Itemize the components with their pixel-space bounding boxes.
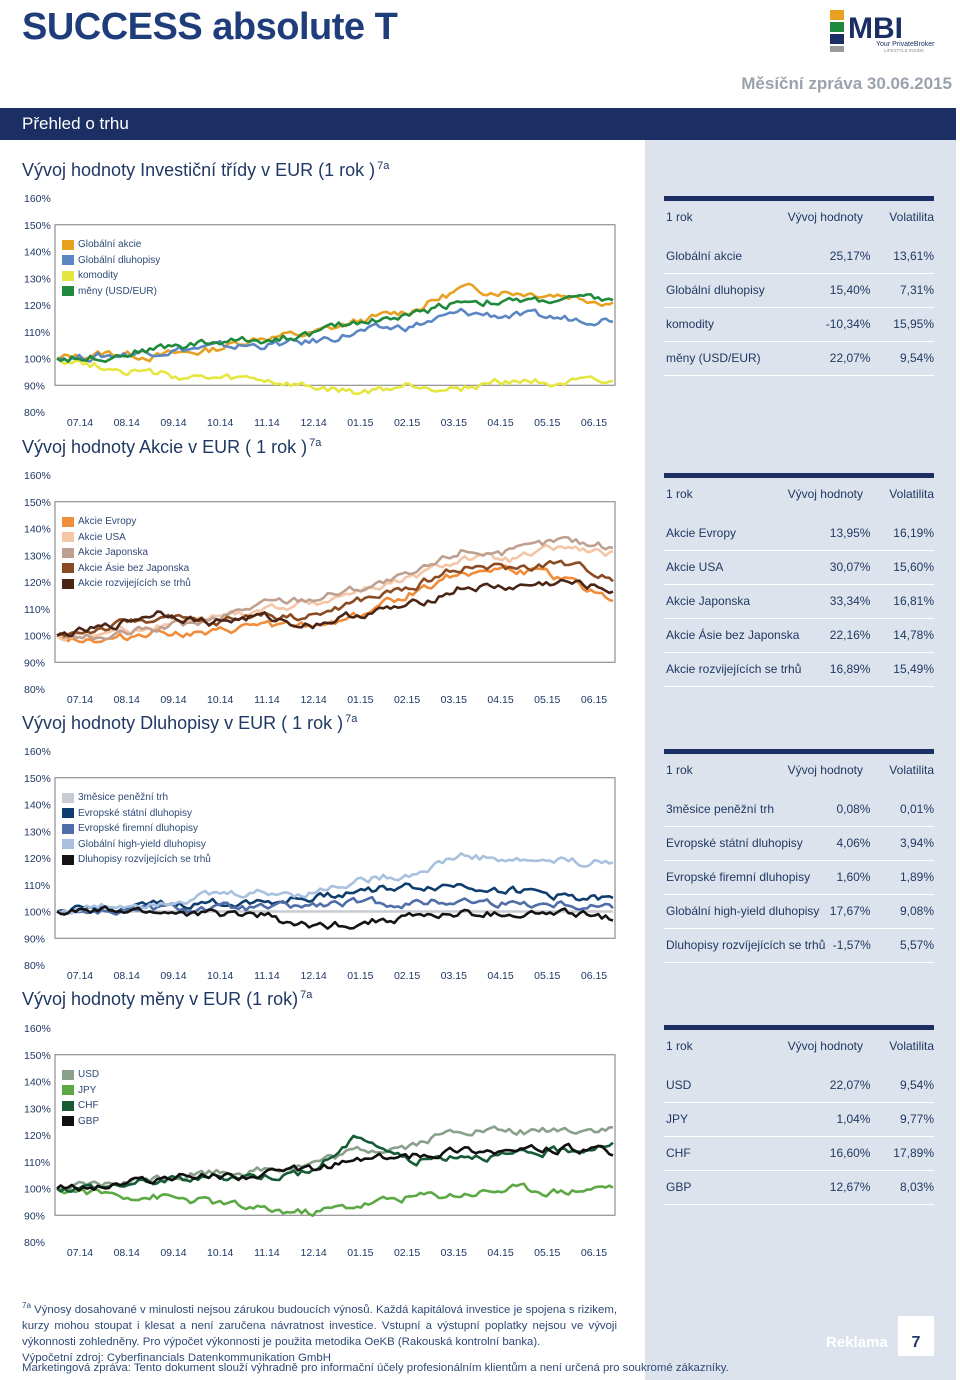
x-tick-label: 12.14 [300,694,327,706]
table-cell: 9,54% [899,351,934,365]
x-tick-label: 07.14 [66,417,94,429]
table-row [664,861,934,895]
y-tick-label: 140% [24,799,51,812]
y-tick-label: 140% [24,246,51,259]
legend-item [62,268,160,284]
banner-label: Přehled o trhu [22,114,129,133]
y-tick-label: 130% [24,273,51,286]
table-header-cell: Vývoj hodnoty [787,487,863,501]
legend-item [62,561,191,577]
table-cell: 17,67% [829,904,871,918]
table-header-cell: Vývoj hodnoty [787,1039,863,1053]
legend-swatch [62,824,74,834]
table-cell: 15,40% [829,283,871,297]
chart-currencies [0,1020,640,1260]
x-tick-label: 09.14 [160,970,187,982]
table-row [664,653,934,687]
mbi-logo-icon [826,8,954,54]
table-cell: USD [666,1078,692,1092]
table-header-cell: Vývoj hodnoty [787,210,863,224]
table-spacer [664,1061,934,1069]
x-tick-label: 03.15 [440,1247,467,1259]
table-header-cell: Volatilita [889,210,934,224]
y-tick-label: 110% [24,603,51,616]
reklama-label: Reklama [826,1334,888,1351]
chart-legend [62,237,160,299]
table-header [664,201,934,232]
legend-item [62,837,211,853]
legend-swatch [62,286,74,296]
table-cell: Evropské státní dluhopisy [666,836,803,850]
table-cell: 16,89% [829,662,871,676]
table-cell: 16,60% [829,1146,871,1160]
x-tick-label: 07.14 [66,694,94,706]
table-cell: 22,16% [829,628,871,642]
table-cell: Akcie Japonska [666,594,751,608]
y-tick-label: 100% [24,630,51,643]
report-date: Měsíční zpráva 30.06.2015 [741,74,952,93]
table-cell: CHF [666,1146,691,1160]
table-cell: 30,07% [829,560,871,574]
chart-asset-classes [0,190,640,430]
legend-label: měny (USD/EUR) [78,285,157,297]
x-tick-label: 06.15 [580,970,608,982]
table-cell: 15,49% [893,662,934,676]
table-cell: 16,81% [893,594,934,608]
legend-label: USD [78,1069,100,1081]
legend-label: Akcie Japonska [78,547,149,559]
legend-label: Akcie Ásie bez Japonska [78,562,190,574]
x-tick-label: 08.14 [113,417,140,429]
y-tick-label: 100% [24,906,51,919]
table-row [664,793,934,827]
series-line [57,359,613,395]
legend-item [62,1082,99,1098]
table-cell: -10,34% [825,317,871,331]
logo-subtagline: LIFESTYLE INSIDE [884,48,925,53]
x-tick-label: 08.14 [113,970,140,982]
table-header-cell: 1 rok [666,763,693,777]
y-tick-label: 90% [24,1210,46,1223]
x-tick-label: 05.15 [534,1247,561,1259]
x-tick-label: 01.15 [347,417,374,429]
x-tick-label: 02.15 [393,1247,421,1259]
x-tick-label: 04.15 [487,694,514,706]
y-tick-label: 120% [24,1130,51,1142]
legend-item [62,852,211,868]
x-tick-label: 03.15 [440,970,467,982]
y-tick-label: 80% [24,684,46,696]
table-cell: Evropské firemní dluhopisy [666,870,811,884]
table-cell: 15,95% [893,317,934,331]
table-header [664,754,934,785]
y-tick-label: 120% [24,300,51,312]
table-cell: 8,03% [899,1180,934,1194]
y-tick-label: 150% [24,219,51,232]
legend-label: Evropské státní dluhopisy [78,807,192,819]
y-tick-label: 110% [24,1156,51,1169]
table-cell: 33,34% [829,594,871,608]
legend-label: Akcie Evropy [78,516,137,528]
x-tick-label: 04.15 [487,970,514,982]
legend-item [62,1114,99,1130]
legend-item [62,545,191,561]
table-cell: 22,07% [829,1078,871,1092]
table-cell: 13,95% [829,526,871,540]
table-cell: Globální high-yield dluhopisy [666,904,820,918]
x-tick-label: 11.14 [254,970,280,982]
table-cell: 14,78% [893,628,934,642]
table-cell: Globální akcie [666,249,743,263]
legend-swatch [62,855,74,865]
chart-bonds [0,743,640,983]
table-header-cell: Volatilita [889,487,934,501]
chart-equities [0,467,640,707]
legend-label: Globální akcie [78,239,142,251]
table-cell: komodity [666,317,715,331]
x-tick-label: 01.15 [347,1247,374,1259]
table-cell: 9,77% [899,1112,934,1126]
y-tick-label: 110% [24,879,51,892]
table-bonds [664,749,934,963]
table-cell: 5,57% [899,938,934,952]
legend-label: Globální high-yield dluhopisy [78,838,206,850]
table-header-cell: Volatilita [889,1039,934,1053]
footer-disclaimer-text: Výnosy dosahované v minulosti nejsou zárukou budoucích výnosů. Každá kapitálová investice je spojena s rizikem, kurzy mohou stoupat i klesat a není zaručena návratnost investice. Vstupní a výstupní poplatky nejsou ve vývoji výkonnosti zohledněny. Pro výpočet výkonnosti je použita metodika OeKB (Rakouská kontrolní banka). [22,1303,617,1348]
table-asset-classes [664,196,934,376]
logo-tagline: Your PrivateBroker [876,41,935,48]
section-title-equities: Vývoj hodnoty Akcie v EUR ( 1 rok ) $^{7a}$ [22,437,322,457]
legend-swatch [62,271,74,281]
table-cell: Dluhopisy rozvíjejících se trhů [666,938,826,952]
table-cell: 9,54% [899,1078,934,1092]
x-tick-label: 03.15 [440,417,467,429]
y-tick-label: 100% [24,1183,51,1196]
table-header-cell: 1 rok [666,1039,693,1053]
section-banner [0,108,956,140]
x-tick-label: 06.15 [580,694,608,706]
table-cell: Akcie USA [666,560,724,574]
x-tick-label: 12.14 [300,1247,327,1259]
table-cell: Akcie rozvijejících se trhů [666,662,802,676]
table-row [664,274,934,308]
table-row [664,619,934,653]
y-tick-label: 150% [24,772,51,785]
section-title-currencies: Vývoj hodnoty měny v EUR (1 rok) $^{7a}$ [22,989,313,1009]
table-row [664,551,934,585]
legend-item [62,284,160,300]
legend-swatch [62,255,74,265]
table-cell: 9,08% [899,904,934,918]
legend-swatch [62,1085,74,1095]
x-tick-label: 02.15 [393,694,421,706]
table-row [664,1171,934,1205]
legend-item [62,1067,99,1083]
footer-source: Výpočetní zdroj: Cyberfinancials Datenkommunikation GmbH [22,1351,331,1364]
legend-item [62,529,191,545]
table-currencies [664,1025,934,1205]
legend-item [62,252,160,268]
footer-disclaimer [22,1298,617,1366]
legend-item [62,576,191,592]
y-tick-label: 150% [24,1049,51,1062]
y-tick-label: 110% [24,326,51,339]
y-tick-label: 120% [24,577,51,589]
x-tick-label: 10.14 [207,1247,234,1259]
table-cell: 22,07% [829,351,871,365]
legend-label: JPY [78,1084,97,1096]
legend-item [62,237,160,253]
x-tick-label: 12.14 [300,417,327,429]
section-title-bonds: Vývoj hodnoty Dluhopisy v EUR ( 1 rok ) $^{7a}$ [22,713,358,733]
x-tick-label: 03.15 [440,694,467,706]
legend-swatch [62,1101,74,1111]
x-tick-label: 10.14 [207,970,234,982]
legend-swatch [62,808,74,818]
table-cell: 15,60% [893,560,934,574]
legend-item [62,790,211,806]
legend-swatch [62,793,74,803]
table-cell: měny (USD/EUR) [666,351,761,365]
x-tick-label: 11.14 [254,417,280,429]
legend-swatch [62,517,74,527]
table-row [664,585,934,619]
chart-svg [0,1020,640,1260]
table-header-cell: Vývoj hodnoty [787,763,863,777]
legend-swatch [62,839,74,849]
table-row [664,895,934,929]
x-tick-label: 05.15 [534,694,561,706]
x-tick-label: 04.15 [487,417,514,429]
table-header [664,1030,934,1061]
y-tick-label: 160% [24,746,51,758]
legend-swatch [62,532,74,542]
legend-swatch [62,1070,74,1080]
section-title-asset-classes: Vývoj hodnoty Investiční třídy v EUR (1 rok ) $^{7a}$ [22,160,390,180]
y-tick-label: 160% [24,193,51,205]
legend-swatch [62,563,74,573]
table-spacer [664,509,934,517]
table-cell: 1,04% [836,1112,871,1126]
table-row [664,517,934,551]
table-row [664,929,934,963]
table-cell: 1,60% [836,870,871,884]
y-tick-label: 160% [24,470,51,482]
legend-item [62,514,191,530]
table-cell: Akcie Ásie bez Japonska [666,628,800,642]
series-line [57,1184,613,1216]
legend-swatch [62,548,74,558]
page-title: SUCCESS absolute T [22,6,398,48]
y-tick-label: 130% [24,550,51,563]
footnote-marker: 7a [22,1301,31,1310]
x-tick-label: 05.15 [534,970,561,982]
chart-legend [62,1067,99,1129]
y-tick-label: 80% [24,1237,46,1249]
chart-svg [0,190,640,430]
table-cell: 4,06% [836,836,871,850]
table-header [664,478,934,509]
table-cell: 13,61% [893,249,934,263]
table-cell: JPY [666,1112,689,1126]
table-cell: GBP [666,1180,692,1194]
table-cell: -1,57% [832,938,871,952]
table-cell: 3měsice peněžní trh [666,802,775,816]
x-tick-label: 02.15 [393,970,421,982]
table-row [664,342,934,376]
table-row [664,1137,934,1171]
x-tick-label: 09.14 [160,694,187,706]
y-tick-label: 140% [24,1076,51,1089]
table-cell: Akcie Evropy [666,526,737,540]
y-tick-label: 120% [24,853,51,865]
x-tick-label: 08.14 [113,1247,140,1259]
legend-label: 3měsice peněžní trh [78,792,169,804]
x-tick-label: 05.15 [534,417,561,429]
y-tick-label: 90% [24,380,46,393]
legend-label: Globální dluhopisy [78,254,161,266]
table-row [664,827,934,861]
table-header-cell: 1 rok [666,487,693,501]
y-tick-label: 140% [24,523,51,536]
x-tick-label: 04.15 [487,1247,514,1259]
legend-item [62,1098,99,1114]
x-tick-label: 07.14 [66,970,94,982]
table-header-cell: Volatilita [889,763,934,777]
x-tick-label: 10.14 [207,694,234,706]
series-line [57,309,613,361]
table-cell: 12,67% [829,1180,871,1194]
x-tick-label: 06.15 [580,417,608,429]
table-cell: Globální dluhopisy [666,283,765,297]
x-tick-label: 09.14 [160,1247,187,1259]
x-tick-label: 10.14 [207,417,234,429]
series-line [57,1144,613,1191]
legend-label: Akcie USA [78,531,126,543]
table-cell: 0,01% [899,802,934,816]
table-header-cell: 1 rok [666,210,693,224]
x-tick-label: 07.14 [66,1247,94,1259]
table-equities [664,473,934,687]
series-line [57,1127,613,1192]
y-tick-label: 160% [24,1023,51,1035]
series-line [57,906,613,928]
y-tick-label: 80% [24,407,46,419]
x-tick-label: 08.14 [113,694,140,706]
y-tick-label: 80% [24,960,46,972]
table-cell: 0,08% [836,802,871,816]
table-row [664,1069,934,1103]
table-spacer [664,785,934,793]
table-spacer [664,232,934,240]
legend-item [62,821,211,837]
footer-marketing: Marketingová zpráva: Tento dokument slouží výhradně pro informační účely profesionálním klientům a není určená pro soukromé zákazníky. [22,1362,729,1374]
table-cell: 3,94% [899,836,934,850]
x-tick-label: 11.14 [254,1247,280,1259]
table-cell: 17,89% [893,1146,934,1160]
x-tick-label: 02.15 [393,417,421,429]
x-tick-label: 11.14 [254,694,280,706]
x-tick-label: 06.15 [580,1247,608,1259]
y-tick-label: 130% [24,1103,51,1116]
table-cell: 1,89% [899,870,934,884]
y-tick-label: 100% [24,353,51,366]
legend-label: Evropské firemní dluhopisy [78,823,199,835]
legend-label: GBP [78,1115,100,1127]
legend-label: CHF [78,1100,99,1112]
x-tick-label: 12.14 [300,970,327,982]
table-cell: 25,17% [829,249,871,263]
y-tick-label: 90% [24,657,46,670]
legend-label: Akcie rozvijejících se trhů [78,578,191,590]
table-row [664,308,934,342]
x-tick-label: 01.15 [347,970,374,982]
table-cell: 16,19% [893,526,934,540]
table-cell: 7,31% [899,283,934,297]
legend-swatch [62,240,74,250]
chart-legend [62,514,191,592]
chart-legend [62,790,211,868]
y-tick-label: 150% [24,496,51,509]
y-tick-label: 90% [24,933,46,946]
x-tick-label: 01.15 [347,694,374,706]
table-row [664,1103,934,1137]
legend-swatch [62,579,74,589]
mbi-logo [826,8,954,54]
legend-item [62,805,211,821]
legend-label: komodity [78,270,119,282]
table-row [664,240,934,274]
y-tick-label: 130% [24,826,51,839]
legend-swatch [62,1116,74,1126]
page-number: 7 [898,1316,934,1356]
x-tick-label: 09.14 [160,417,187,429]
logo-text: MBI [848,12,903,45]
legend-label: Dluhopisy rozvíjejících se trhů [78,854,211,866]
